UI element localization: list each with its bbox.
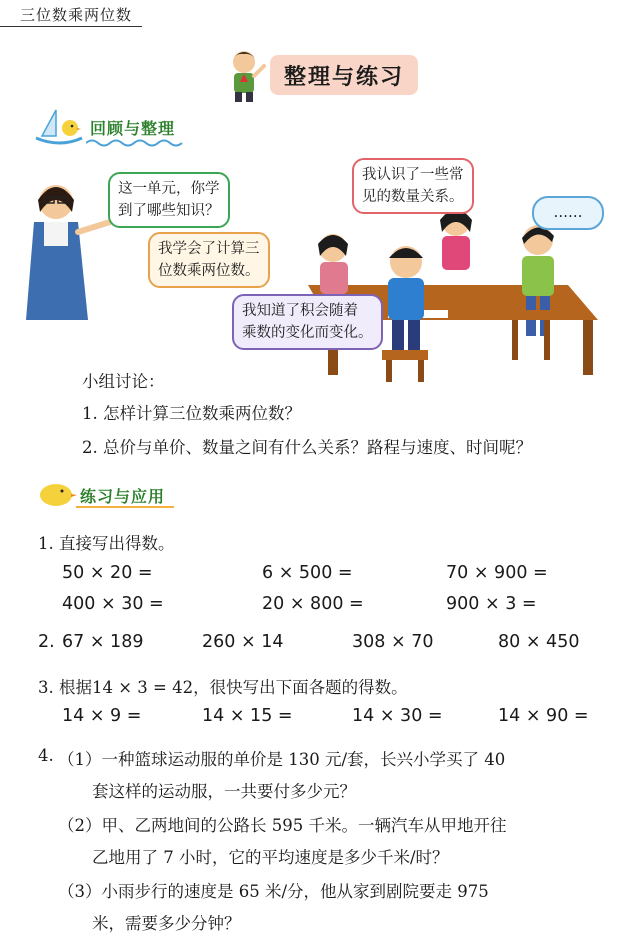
q1-expression: 50 × 20 = <box>62 563 153 583</box>
chick-icon <box>34 478 78 508</box>
discussion-heading: 小组讨论： <box>82 372 165 391</box>
sailboat-chick-icon <box>32 108 88 148</box>
practice-section-label: 练习与应用 <box>80 487 166 506</box>
question-1-title: 1. 直接写出得数。 <box>38 534 175 553</box>
practice-underline <box>76 506 174 508</box>
q1-expression: 400 × 30 = <box>62 594 164 614</box>
q4-part-3-line: （3）小雨步行的速度是 65 米/分，他从家到剧院要走 975 <box>58 882 489 901</box>
q4-part-2-line: 乙地用了 7 小时，它的平均速度是多少千米/时？ <box>92 848 449 867</box>
chapter-header: 三位数乘两位数 <box>20 6 133 24</box>
bubble-line: 我学会了计算三 <box>158 241 260 257</box>
bubble-line: 乘数的变化而变化。 <box>242 325 373 341</box>
q2-expression: 308 × 70 <box>352 632 434 652</box>
q3-expression: 14 × 15 = <box>202 706 293 726</box>
q2-expression: 260 × 14 <box>202 632 284 652</box>
bubble-line: 见的数量关系。 <box>362 189 464 205</box>
q1-expression: 6 × 500 = <box>262 563 353 583</box>
bubble-line: …… <box>553 205 583 221</box>
bubble-line: 我认识了一些常 <box>362 167 464 183</box>
review-section-label: 回顾与整理 <box>90 119 176 138</box>
page-title: 整理与练习 <box>283 65 404 90</box>
bubble-line: 到了哪些知识？ <box>118 203 220 219</box>
q4-part-3-line: 米，需要多少分钟？ <box>92 914 241 933</box>
header-underline <box>0 26 142 27</box>
classroom-illustration <box>8 160 628 390</box>
bubble-line: 我知道了积会随着 <box>242 303 358 319</box>
question-3-title: 3. 根据14 × 3 = 42，很快写出下面各题的得数。 <box>38 678 408 697</box>
q1-expression: 20 × 800 = <box>262 594 364 614</box>
q2-expression: 67 × 189 <box>62 632 144 652</box>
question-2-number: 2. <box>38 632 55 652</box>
bubble-line: 位数乘两位数。 <box>158 263 260 279</box>
wavy-underline <box>86 138 184 148</box>
q1-expression: 900 × 3 = <box>446 594 537 614</box>
boy-mascot-illustration <box>222 46 270 104</box>
boy-front-speech-bubble <box>232 294 383 350</box>
bubble-line: 这一单元，你学 <box>118 181 220 197</box>
discussion-item: 2. 总价与单价、数量之间有什么关系？路程与速度、时间呢？ <box>82 438 532 457</box>
discussion-item: 1. 怎样计算三位数乘两位数？ <box>82 404 301 423</box>
girl-right-speech-bubble <box>352 158 474 214</box>
question-4-number: 4. <box>38 746 54 765</box>
boy-right-speech-bubble <box>532 196 604 230</box>
q3-expression: 14 × 9 = <box>62 706 142 726</box>
q3-expression: 14 × 30 = <box>352 706 443 726</box>
teacher-speech-bubble <box>108 172 230 228</box>
q2-expression: 80 × 450 <box>498 632 580 652</box>
girl-left-speech-bubble <box>148 232 270 288</box>
q3-expression: 14 × 90 = <box>498 706 589 726</box>
q1-expression: 70 × 900 = <box>446 563 548 583</box>
q4-part-1-line: （1）一种篮球运动服的单价是 130 元/套，长兴小学买了 40 <box>58 750 506 769</box>
q4-part-2-line: （2）甲、乙两地间的公路长 595 千米。一辆汽车从甲地开往 <box>58 816 507 835</box>
q4-part-1-line: 套这样的运动服，一共要付多少元？ <box>92 782 356 801</box>
